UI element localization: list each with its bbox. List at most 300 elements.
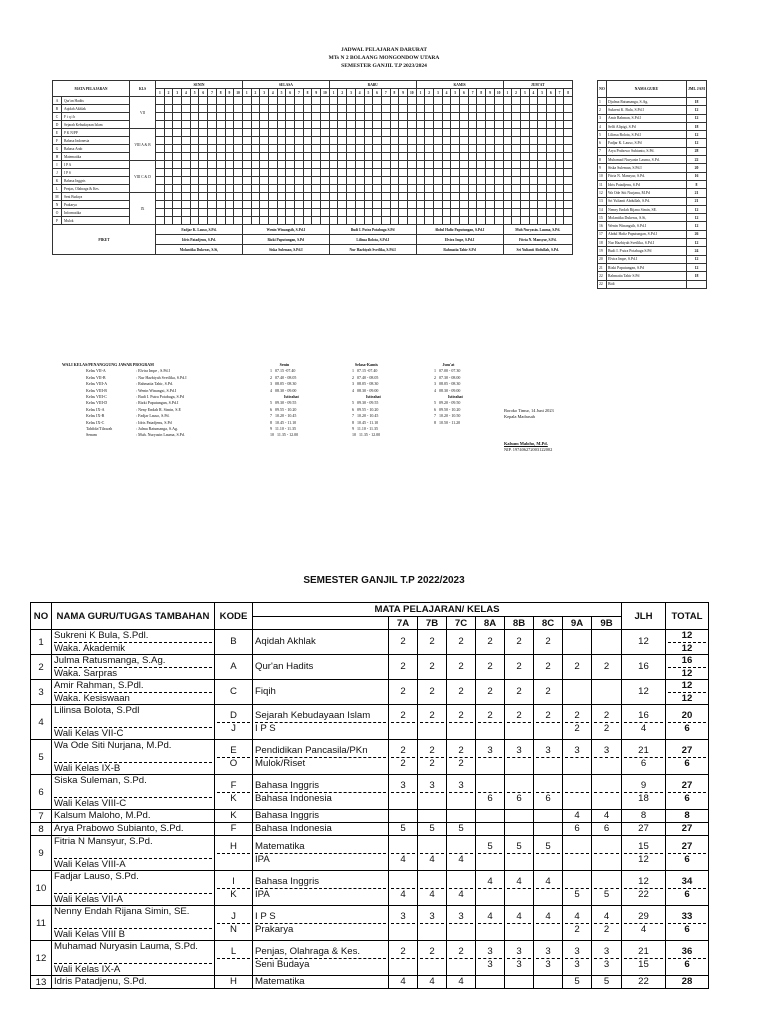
period-number: 3	[520, 89, 529, 97]
hours-cell	[389, 705, 418, 740]
hours-value: 5	[545, 841, 551, 852]
schedule-cell	[468, 97, 477, 105]
schedule-cell	[251, 209, 260, 217]
hours-value	[391, 810, 415, 822]
schedule-cell	[216, 113, 225, 121]
hours-cell	[389, 810, 418, 823]
teacher-name-text: Wa Ode Siti Nurjana, M.Pd.	[54, 740, 172, 751]
teacher-name	[52, 906, 215, 941]
time-row: 4 08.30 - 09.00	[352, 387, 379, 393]
schedule-cell	[225, 177, 234, 185]
subject-name: Mulok	[62, 217, 130, 225]
jlh-value: 9	[640, 780, 647, 791]
subject-name-cell	[253, 836, 389, 871]
hours-value: 5	[516, 841, 522, 852]
guru-name-header: NAMA GURU	[607, 81, 687, 98]
schedule-cell	[503, 217, 512, 225]
subject-code-cell	[215, 871, 253, 906]
subject-code	[217, 958, 250, 970]
schedule-cell	[520, 113, 529, 121]
piket-teacher: Molantika Dukeras, S.Si,	[156, 245, 243, 255]
hours-value: 2	[594, 722, 619, 734]
schedule-cell	[295, 137, 304, 145]
schedule-cell	[364, 97, 373, 105]
period-number: 7	[381, 89, 390, 97]
subject-name: Matematika	[255, 976, 305, 987]
hours-cell	[592, 836, 622, 871]
hours-value: 3	[574, 745, 580, 756]
period-number: 1	[242, 89, 251, 97]
schedule-cell	[477, 121, 486, 129]
jlh-cell	[622, 705, 666, 740]
hours-value: 4	[391, 853, 415, 865]
hours-value	[565, 841, 589, 853]
period-number: 6	[286, 89, 295, 97]
hours-value: 3	[594, 958, 619, 970]
hours-value: 2	[458, 710, 464, 721]
schedule-cell	[529, 185, 538, 193]
schedule-cell	[416, 121, 425, 129]
subject-code: L	[230, 946, 237, 957]
schedule-cell	[286, 169, 295, 177]
schedule-cell	[234, 185, 243, 193]
hours-value: 4	[603, 810, 610, 821]
total-value: 8	[684, 810, 690, 821]
piket-teacher: Fadjar K. Lauso, S.Pd.	[156, 225, 243, 235]
total-value: 6	[668, 757, 706, 769]
time-row: 5 09.30 - 09.55	[270, 400, 297, 406]
total-value: 16	[681, 655, 693, 666]
schedule-cell	[546, 113, 555, 121]
schedule-cell	[303, 193, 312, 201]
schedule-cell	[442, 113, 451, 121]
schedule-cell	[242, 169, 251, 177]
sign-name: Kalsum Maloho, M.Pd.	[504, 441, 548, 447]
schedule-cell	[399, 153, 408, 161]
hours-cell	[476, 906, 505, 941]
guru-no: 21	[598, 263, 607, 271]
schedule-cell	[364, 217, 373, 225]
period-number: 9	[486, 89, 495, 97]
schedule-cell	[347, 217, 356, 225]
schedule-cell	[355, 201, 364, 209]
hours-cell	[389, 775, 418, 810]
hours-value: 4	[449, 888, 473, 900]
schedule-cell	[503, 161, 512, 169]
schedule-cell	[451, 105, 460, 113]
period-number: 6	[460, 89, 469, 97]
time-row: 6 09.55 - 10.20	[352, 406, 379, 412]
schedule-cell	[338, 217, 347, 225]
schedule-cell	[390, 177, 399, 185]
homeroom-class: Kelas VII-B	[86, 374, 106, 380]
schedule-cell	[503, 121, 512, 129]
hours-cell	[447, 705, 476, 740]
schedule-cell	[451, 113, 460, 121]
schedule-cell	[234, 169, 243, 177]
schedule-cell	[277, 129, 286, 137]
hours-cell	[592, 810, 622, 823]
schedule-cell	[347, 153, 356, 161]
jlh-value: 12	[638, 686, 649, 697]
total-value: 6	[668, 722, 706, 734]
subject-name: Bahasa Arab	[62, 145, 130, 153]
hours-cell	[476, 680, 505, 705]
hours-value: 6	[536, 792, 560, 804]
subject-code-cell	[215, 680, 253, 705]
schedule-cell	[486, 129, 495, 137]
teacher-name-text: Fadjar Lauso, S.Pd.	[54, 871, 139, 882]
schedule-cell	[164, 217, 173, 225]
guru-name: Elvira Impe, S.Pd.I	[607, 255, 687, 263]
hours-cell	[476, 976, 505, 989]
schedule-cell	[546, 177, 555, 185]
schedule-cell	[373, 201, 382, 209]
schedule-cell	[303, 185, 312, 193]
schedule-cell	[425, 217, 434, 225]
schedule-cell	[347, 137, 356, 145]
schedule-cell	[164, 209, 173, 217]
schedule-cell	[460, 193, 469, 201]
schedule-cell	[312, 145, 321, 153]
schedule-cell	[546, 137, 555, 145]
schedule-cell	[434, 185, 443, 193]
hours-value: 4	[487, 876, 493, 887]
schedule-cell	[329, 217, 338, 225]
subject-code: C	[230, 686, 237, 697]
homeroom-teacher: : Fadjar Lauso, S.Pd.	[136, 413, 170, 419]
subject-name-cell	[253, 976, 389, 989]
guru-no: 4	[598, 122, 607, 130]
schedule-cell	[268, 105, 277, 113]
schedule-cell	[555, 169, 564, 177]
schedule-cell	[225, 145, 234, 153]
schedule-cell	[286, 121, 295, 129]
schedule-cell	[164, 145, 173, 153]
schedule-cell	[477, 113, 486, 121]
hours-value	[449, 841, 473, 853]
time-row: 9 11.10 - 11.35	[352, 426, 379, 432]
hours-value	[594, 686, 619, 698]
schedule-cell	[407, 153, 416, 161]
time-row: 9 11.10 - 11.35	[270, 426, 297, 432]
period-number: 8	[564, 89, 573, 97]
schedule-cell	[312, 169, 321, 177]
jlh-cell	[622, 775, 666, 810]
schedule-cell	[190, 105, 199, 113]
hours-value	[449, 792, 473, 804]
subject-name: Sejarah Kebudayaan Islam	[62, 121, 130, 129]
schedule-cell	[312, 129, 321, 137]
schedule-cell	[407, 177, 416, 185]
hours-value: 2	[574, 710, 580, 721]
period-number: 7	[468, 89, 477, 97]
piket-teacher: Elvira Impe, S.Pd.I	[416, 235, 503, 245]
schedule-cell	[268, 193, 277, 201]
schedule-cell	[182, 201, 191, 209]
schedule-cell	[242, 145, 251, 153]
schedule-cell	[425, 145, 434, 153]
schedule-cell	[425, 209, 434, 217]
schedule-cell	[164, 201, 173, 209]
schedule-cell	[399, 129, 408, 137]
schedule-cell	[564, 113, 573, 121]
schedule-cell	[416, 161, 425, 169]
hours-value	[565, 792, 589, 804]
guru-name: Nenny Endah Rijana Simin, SE.	[607, 205, 687, 213]
subject-name: Bahasa Inggris	[255, 780, 319, 791]
schedule-cell	[364, 153, 373, 161]
schedule-cell	[338, 129, 347, 137]
hours-value	[478, 976, 502, 988]
schedule-cell	[538, 105, 547, 113]
schedule-cell	[338, 97, 347, 105]
schedule-cell	[520, 177, 529, 185]
schedule-cell	[477, 177, 486, 185]
schedule-cell	[208, 217, 217, 225]
hours-cell	[476, 871, 505, 906]
schedule-cell	[381, 97, 390, 105]
schedule-cell	[190, 97, 199, 105]
schedule-cell	[251, 185, 260, 193]
jlh-cell	[622, 655, 666, 680]
schedule-cell	[468, 169, 477, 177]
hours-cell	[563, 775, 592, 810]
period-number: 2	[164, 89, 173, 97]
schedule-cell	[208, 209, 217, 217]
guru-name: Wa Ode Siti Nurjana, M.Pd	[607, 189, 687, 197]
hours-value: 4	[574, 810, 580, 821]
schedule-cell	[329, 113, 338, 121]
schedule-cell	[451, 97, 460, 105]
schedule-cell	[555, 161, 564, 169]
schedule-cell	[529, 161, 538, 169]
schedule-cell	[303, 129, 312, 137]
time-row: 4 08.30 - 09.00	[270, 387, 297, 393]
schedule-cell	[268, 137, 277, 145]
schedule-cell	[407, 217, 416, 225]
schedule-cell	[416, 193, 425, 201]
schedule-cell	[190, 185, 199, 193]
schedule-cell	[555, 113, 564, 121]
subject-code: E	[53, 129, 62, 137]
schedule-cell	[442, 97, 451, 105]
schedule-cell	[251, 145, 260, 153]
hours-cell	[389, 836, 418, 871]
schedule-cell	[216, 193, 225, 201]
schedule-cell	[216, 161, 225, 169]
subject-name: Fiqih	[255, 686, 276, 697]
schedule-cell	[190, 113, 199, 121]
hours-value: 2	[565, 722, 589, 734]
subject-code: D	[230, 710, 237, 721]
hours-value: 4	[545, 876, 551, 887]
subject-name-cell	[253, 705, 389, 740]
schedule-cell	[451, 217, 460, 225]
schedule-cell	[295, 185, 304, 193]
guru-no: 18	[598, 239, 607, 247]
subject-code: I	[232, 876, 235, 887]
schedule-cell	[199, 185, 208, 193]
schedule-cell	[242, 129, 251, 137]
guru-jml: 12	[687, 239, 707, 247]
schedule-cell	[555, 137, 564, 145]
hours-cell	[563, 823, 592, 836]
teacher-name-text: Julma Ratusmanga, S.Ag.	[54, 655, 166, 666]
schedule-cell	[520, 137, 529, 145]
schedule-cell	[182, 217, 191, 225]
time-column	[270, 362, 299, 439]
hours-value: 2	[429, 661, 435, 672]
time-row: Istirahat	[284, 394, 299, 400]
schedule-cell	[477, 169, 486, 177]
schedule-cell	[364, 113, 373, 121]
schedule-cell	[529, 217, 538, 225]
schedule-cell	[373, 105, 382, 113]
subject-code: B	[230, 636, 237, 647]
jlh-value: 15	[624, 958, 663, 970]
period-number: 5	[538, 89, 547, 97]
schedule-cell	[321, 193, 330, 201]
day-header: KAMIS	[416, 81, 503, 89]
period-number: 2	[338, 89, 347, 97]
day-header: SELASA	[242, 81, 329, 89]
schedule-cell	[182, 137, 191, 145]
schedule-cell	[468, 113, 477, 121]
schedule-cell	[390, 209, 399, 217]
hours-cell	[447, 976, 476, 989]
schedule-cell	[208, 113, 217, 121]
hours-value: 3	[516, 946, 522, 957]
schedule-cell	[216, 153, 225, 161]
schedule-cell	[295, 113, 304, 121]
time-column-header: Senin	[279, 362, 290, 367]
schedule-cell	[538, 113, 547, 121]
schedule-cell	[277, 145, 286, 153]
subject-code: I	[53, 161, 62, 169]
teacher-no: 10	[31, 871, 52, 906]
schedule-cell	[182, 209, 191, 217]
hours-cell	[534, 941, 563, 976]
piket-teacher: Nur Hazbiyah Svetlika, S.Pd.I	[329, 245, 416, 255]
schedule-cell	[234, 113, 243, 121]
schedule-cell	[564, 145, 573, 153]
schedule-cell	[390, 169, 399, 177]
hours-cell	[592, 630, 622, 655]
hours-value: 4	[516, 876, 522, 887]
teacher-name-text: Idris Patadjenu, S.Pd.	[54, 976, 147, 987]
schedule-cell	[555, 193, 564, 201]
period-number: 6	[373, 89, 382, 97]
period-number: 1	[416, 89, 425, 97]
schedule-cell	[451, 193, 460, 201]
period-number: 6	[199, 89, 208, 97]
homeroom-teacher: : Rizki Paputungan, S.Pd.I	[136, 400, 179, 406]
schedule-cell	[295, 97, 304, 105]
guru-name: Abdul Hafiz Paputungan, S.Pd.I	[607, 230, 687, 238]
schedule-cell	[329, 145, 338, 153]
schedule-cell	[277, 161, 286, 169]
schedule-cell	[260, 145, 269, 153]
hours-cell	[447, 823, 476, 836]
schedule-cell	[442, 185, 451, 193]
schedule-cell	[364, 169, 373, 177]
schedule-cell	[312, 113, 321, 121]
time-row: 5 09.20 - 09.50	[434, 400, 461, 406]
schedule-cell	[529, 121, 538, 129]
schedule-cell	[564, 97, 573, 105]
hours-value	[449, 923, 473, 935]
schedule-cell	[225, 201, 234, 209]
guru-jml: 12	[687, 255, 707, 263]
schedule-cell	[512, 97, 521, 105]
hours-cell	[447, 775, 476, 810]
schedule-cell	[277, 153, 286, 161]
schedule-cell	[251, 105, 260, 113]
teacher-no: 8	[31, 823, 52, 836]
schedule-cell	[355, 217, 364, 225]
piket-teacher: Rizki Paputungan, S.Pd	[242, 235, 329, 245]
schedule-cell	[225, 97, 234, 105]
schedule-cell	[234, 129, 243, 137]
schedule-cell	[564, 201, 573, 209]
hours-value: 2	[487, 636, 493, 647]
schedule-cell	[451, 145, 460, 153]
schedule-cell	[442, 161, 451, 169]
schedule-cell	[434, 217, 443, 225]
hours-value: 2	[516, 710, 522, 721]
period-number: 3	[434, 89, 443, 97]
teacher-extra-duty: Waka. Akademik	[54, 642, 212, 654]
time-row: 3 08.05 - 08.30	[352, 381, 379, 387]
schedule-cell	[364, 121, 373, 129]
hours-cell	[563, 740, 592, 775]
hours-cell	[563, 941, 592, 976]
schedule-cell	[173, 185, 182, 193]
period-number: 9	[312, 89, 321, 97]
hours-cell	[476, 630, 505, 655]
hours-cell	[418, 836, 447, 871]
jlh-value: 15	[638, 841, 649, 852]
schedule-cell	[390, 161, 399, 169]
schedule-cell	[520, 209, 529, 217]
schedule-cell	[251, 129, 260, 137]
schedule-cell	[251, 137, 260, 145]
hours-value: 3	[536, 958, 560, 970]
time-column-header: Jum'at	[442, 362, 455, 367]
schedule-cell	[512, 169, 521, 177]
hours-value: 2	[400, 710, 406, 721]
time-row: 2 07.40 - 08.05	[270, 374, 297, 380]
subject-code: E	[230, 745, 237, 756]
schedule-cell	[321, 153, 330, 161]
schedule-cell	[329, 105, 338, 113]
hours-cell	[592, 906, 622, 941]
teacher-no: 7	[31, 810, 52, 823]
schedule-cell	[442, 169, 451, 177]
homeroom-class: Kelas VIII-C	[86, 394, 107, 400]
schedule-cell	[477, 209, 486, 217]
period-number: 7	[555, 89, 564, 97]
schedule-cell	[312, 193, 321, 201]
schedule-cell	[225, 105, 234, 113]
hours-cell	[592, 941, 622, 976]
guru-name: Sukreni K. Bula, S.Pd.I	[607, 106, 687, 114]
schedule-cell	[303, 201, 312, 209]
piket-label: PIKET	[53, 225, 156, 255]
total-value: 20	[681, 710, 693, 721]
schedule-cell	[555, 145, 564, 153]
